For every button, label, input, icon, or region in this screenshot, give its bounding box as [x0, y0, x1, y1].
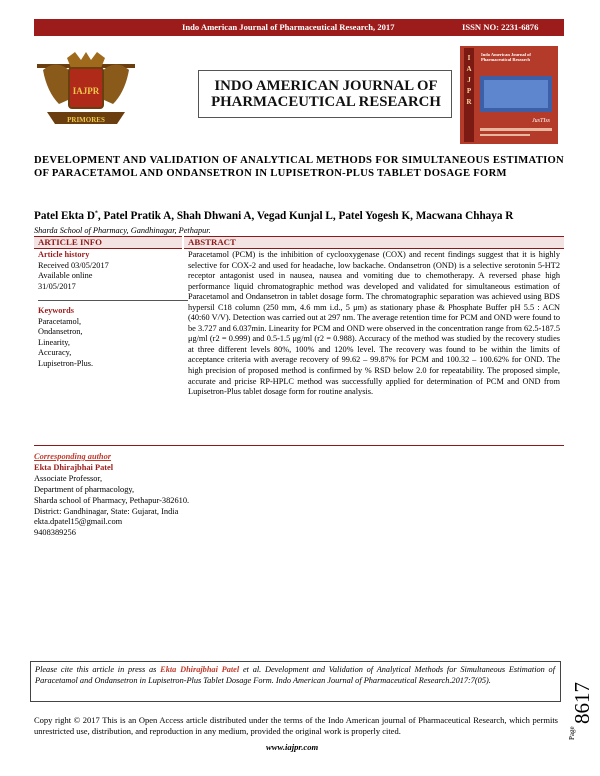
keyword: Ondansetron, [38, 327, 83, 336]
copyright-notice: Copy right © 2017 This is an Open Access article distributed under the terms of the Indo American journal of Pharmaceutical Research, which permits unrestricted use, distribution, and reproduction in any medium, provided the original work is properly cited. [34, 715, 558, 736]
page-number: 8617 [570, 682, 594, 724]
author-location: District: Gandhinagar, State: Gujarat, India [34, 506, 179, 516]
page-label: Page [568, 726, 576, 740]
journal-name-year: Indo American Journal of Pharmaceutical Research, 2017 [182, 22, 395, 32]
corresponding-author-heading: Corresponding author [34, 452, 112, 461]
keyword: Paracetamol, [38, 316, 82, 326]
available-date: 31/05/2017 [38, 281, 76, 291]
page-number-block [566, 640, 596, 740]
divider [34, 445, 564, 446]
cover-letter: R [466, 98, 472, 106]
author-department: Department of pharmacology, [34, 484, 135, 494]
divider [38, 300, 188, 301]
author-phone: 9408389256 [34, 528, 76, 538]
corresponding-author-name: Ekta Dhirajbhai Patel [34, 462, 114, 472]
author-title: Associate Professor, [34, 473, 103, 483]
logo-initials: IAJPR [72, 86, 100, 96]
cover-letter: J [467, 76, 471, 84]
author-institution: Sharda school of Pharmacy, Pethapur-382610. [34, 495, 190, 505]
article-info-heading: ARTICLE INFO [34, 236, 182, 249]
journal-website-link[interactable]: www.iajpr.com [266, 742, 319, 752]
corresponding-author-block [34, 452, 189, 539]
keyword: Lupisetron-Plus. [38, 358, 94, 368]
cover-tag: JusTIss [532, 118, 551, 124]
journal-title-box [198, 70, 452, 118]
citation-text: Please cite this article in press as Ekta Dhirajbhai Patel et al. Development and Validation of Analytical Methods for Simultaneous Estimation of Paracetamol and Ondansetron in Lupisetron-Plus Tablet Dosage Form. Indo American Journal of Pharmaceutical Research.2017:7(05). [35, 665, 556, 685]
cover-title: Indo American Journal of Pharmaceutical Research [481, 52, 531, 62]
citation-box [30, 661, 561, 702]
cover-letter: A [466, 65, 472, 73]
logo-caption: PRIMORES [67, 116, 105, 124]
author-list: Patel Ekta D*, Patel Pratik A, Shah Dhwani A, Vegad Kunjal L, Patel Yogesh K, Macwana Chhaya R [34, 210, 514, 222]
cover-letter: P [466, 87, 472, 95]
issn-number: ISSN NO: 2231-6876 [462, 22, 539, 32]
article-info [38, 250, 178, 369]
keyword: Accuracy, [38, 348, 72, 357]
keyword: Linearity, [38, 337, 70, 347]
cover-letter: I [467, 54, 471, 62]
affiliation: Sharda School of Pharmacy, Gandhinagar, Pethapur. [34, 226, 211, 235]
received-date: Received 03/05/2017 [38, 260, 109, 270]
available-online: Available online [38, 271, 93, 280]
citation-author: Ekta Dhirajbhai Patel [160, 665, 240, 674]
article-title: DEVELOPMENT AND VALIDATION OF ANALYTICAL METHODS FOR SIMULTANEOUS ESTIMATION OF PARACETAMOL AND ONDANSETRON IN LUPISETRON-PLUS TABLET DOSAGE FORM [34, 155, 564, 179]
journal-logo [37, 52, 135, 136]
abstract-text: Paracetamol (PCM) is the inhibition of cyclooxygenase (COX) and recent findings suggest that it is highly selective for COX-2 and used for headache, low backache. Ondansetron (OND) is a selective serotonin 5-HT2 receptor antagonist used in nausea, nausea and vomiting due to chemotherapy. A reversed phase high performance liquid chromatographic method was developed and validated for simultaneous estimation of Paracetamol and Ondansetron in tablet dosage form. The chromatographic separation was achieved using BDS hypersil C18 column (250 mm, 4.6 mm i.d., 5 μm) as stationary phase & Phosphate Buffer pH 5.5 : ACN (40:60 V/V). Detection was carried out at 297 nm. The average retention time for PCM and OND were found to be 3.727 and 6.037min. Linearity for PCM and OND were observed in the concentration range from 62.5-187.5 μg/ml (r2 = 0.999) and 0.5-1.5 μg/ml (r2 = 0.988). Accuracy of the method was studied by the recovery studies at three different levels 80%, 100% and 120% level. The recovery was found to be within the limits of acceptance criteria with average recovery of 99.62 – 99.87% for PCM and 100.32 – 100.62% for OND. The high precision of proposed method is confirmed by % RSD below 2.0 for repeatability. The proposed simple, accurate and pricise RP-HPLC method was successfully applied for determination of PCM and OND from Lupisetron-Plus tablet dosage form for routine analysis. [188, 250, 560, 397]
journal-cover-image [460, 46, 558, 144]
abstract-heading: ABSTRACT [184, 236, 564, 249]
history-heading: Article history [38, 250, 90, 259]
author-email[interactable]: ekta.dpatel15@gmail.com [34, 517, 123, 527]
journal-title: INDO AMERICAN JOURNAL OF PHARMACEUTICAL RESEARCH [211, 78, 441, 110]
keywords-heading: Keywords [38, 306, 74, 315]
journal-header-bar [34, 19, 564, 36]
